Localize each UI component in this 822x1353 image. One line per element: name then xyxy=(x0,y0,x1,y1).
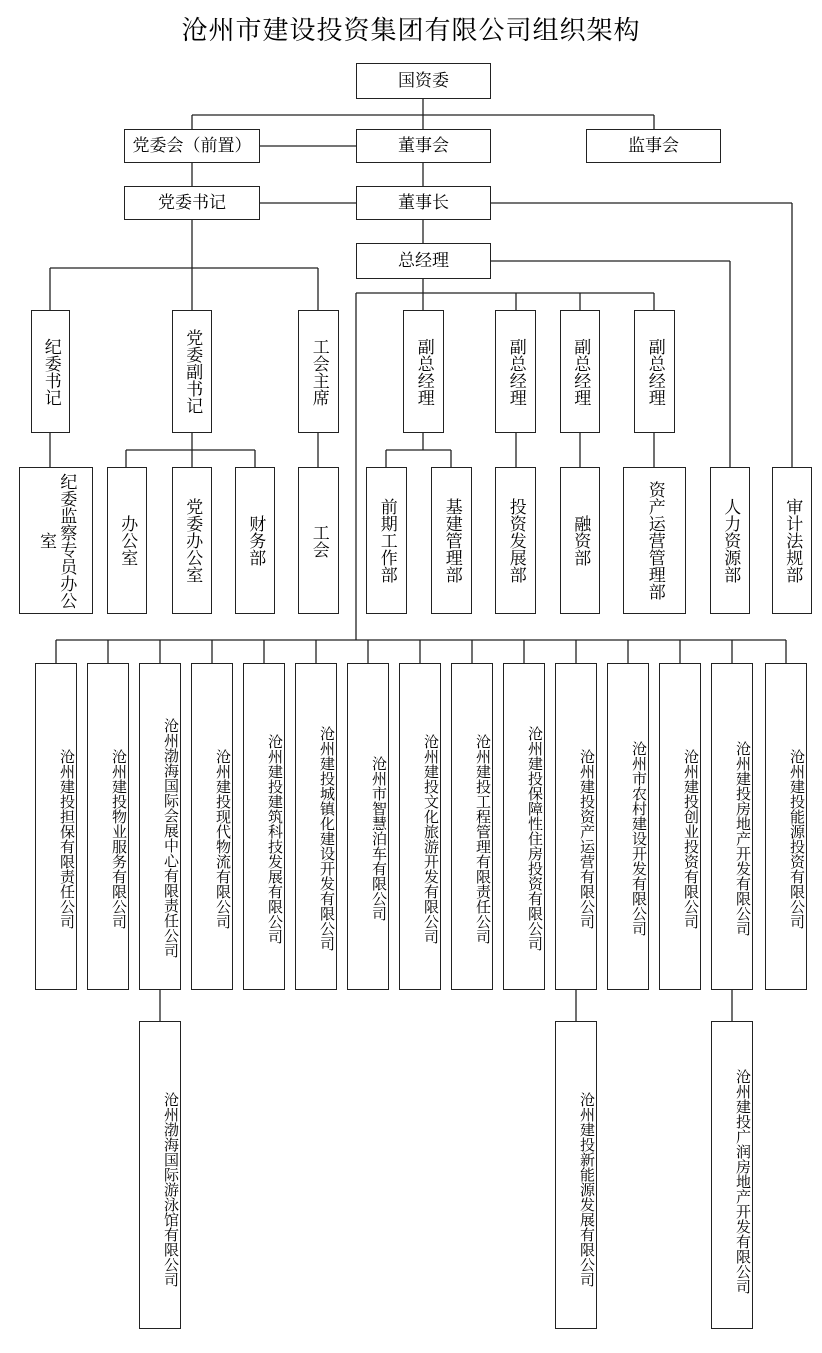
subsidiary-box: 沧州建投建筑科技发展有限公司 xyxy=(243,663,285,990)
party-secretary-node: 党委书记 xyxy=(124,186,260,220)
subsidiary-box: 沧州建投创业投资有限公司 xyxy=(659,663,701,990)
discipline-office-dept: 纪委监察专员办公室 xyxy=(19,467,93,614)
page-title: 沧州市建设投资集团有限公司组织架构 xyxy=(181,16,641,46)
asset-operation-dept: 资产运营管理部 xyxy=(623,467,686,614)
deputy-party-secretary-node: 党委副书记 xyxy=(172,310,212,433)
deputy-gm-node-2: 副总经理 xyxy=(495,310,536,433)
deputy-gm-node-4: 副总经理 xyxy=(634,310,675,433)
subsidiary-box: 沧州建投资产运营有限公司 xyxy=(555,663,597,990)
party-committee-node: 党委会（前置） xyxy=(124,129,260,163)
guangrun-real-estate-subsidiary: 沧州建投广润房地产开发有限公司 xyxy=(711,1021,753,1329)
subsidiary-box: 沧州市农村建设开发有限公司 xyxy=(607,663,649,990)
subsidiary-box: 沧州建投能源投资有限公司 xyxy=(765,663,807,990)
preliminary-work-dept: 前期工作部 xyxy=(366,467,407,614)
subsidiary-box: 沧州建投现代物流有限公司 xyxy=(191,663,233,990)
financing-dept: 融资部 xyxy=(560,467,600,614)
party-office-dept: 党委办公室 xyxy=(172,467,212,614)
general-manager-node: 总经理 xyxy=(356,243,491,279)
subsidiary-box: 沧州建投文化旅游开发有限公司 xyxy=(399,663,441,990)
deputy-gm-node-3: 副总经理 xyxy=(560,310,600,433)
construction-management-dept: 基建管理部 xyxy=(431,467,472,614)
investment-development-dept: 投资发展部 xyxy=(495,467,536,614)
union-chairman-node: 工会主席 xyxy=(298,310,339,433)
discipline-secretary-node: 纪委书记 xyxy=(31,310,70,433)
subsidiary-box: 沧州渤海国际会展中心有限责任公司 xyxy=(139,663,181,990)
union-dept: 工会 xyxy=(298,467,339,614)
swimming-pool-subsidiary: 沧州渤海国际游泳馆有限公司 xyxy=(139,1021,181,1329)
guoziwei-node: 国资委 xyxy=(356,63,491,99)
subsidiary-box: 沧州建投城镇化建设开发有限公司 xyxy=(295,663,337,990)
human-resources-dept: 人力资源部 xyxy=(710,467,750,614)
subsidiary-box: 沧州市智慧泊车有限公司 xyxy=(347,663,389,990)
finance-dept: 财务部 xyxy=(235,467,275,614)
subsidiary-box: 沧州建投物业服务有限公司 xyxy=(87,663,129,990)
subsidiary-box: 沧州建投房地产开发有限公司 xyxy=(711,663,753,990)
subsidiary-box: 沧州建投工程管理有限责任公司 xyxy=(451,663,493,990)
board-of-directors-node: 董事会 xyxy=(356,129,491,163)
subsidiary-box: 沧州建投担保有限责任公司 xyxy=(35,663,77,990)
audit-legal-dept: 审计法规部 xyxy=(772,467,812,614)
general-office-dept: 办公室 xyxy=(107,467,147,614)
subsidiary-box: 沧州建投保障性住房投资有限公司 xyxy=(503,663,545,990)
chairman-node: 董事长 xyxy=(356,186,491,220)
board-of-supervisors-node: 监事会 xyxy=(586,129,721,163)
deputy-gm-node-1: 副总经理 xyxy=(403,310,444,433)
new-energy-subsidiary: 沧州建投新能源发展有限公司 xyxy=(555,1021,597,1329)
